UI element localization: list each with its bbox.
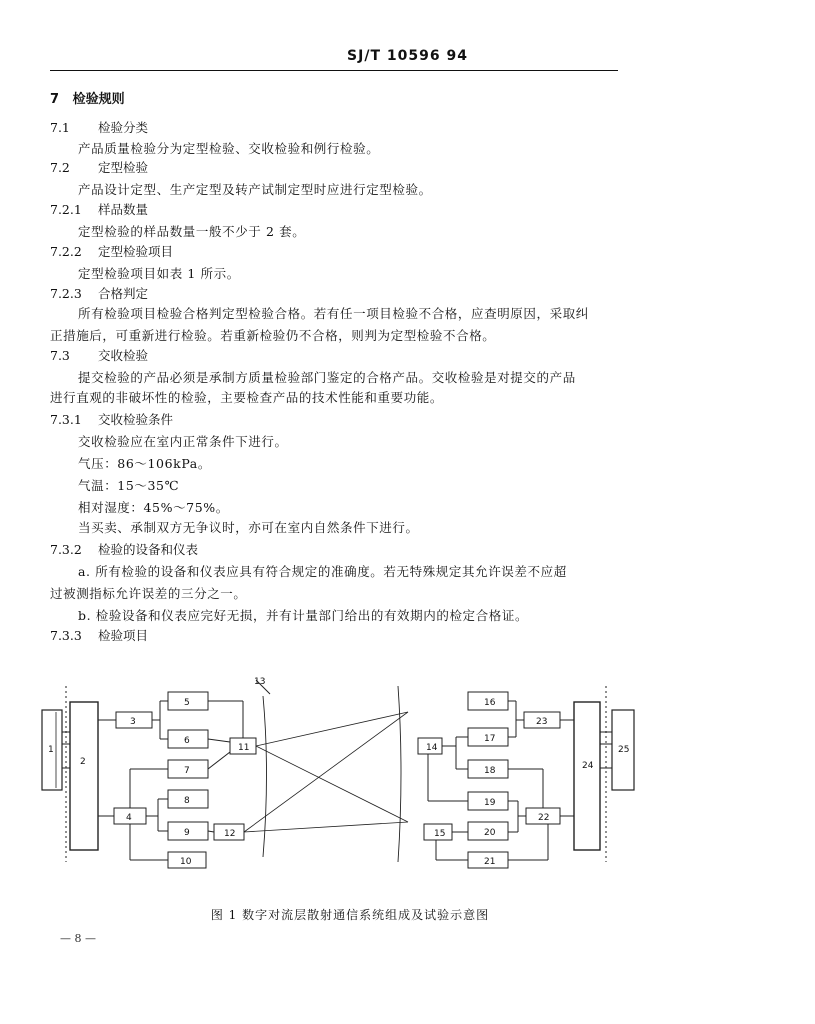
block-label: 25: [618, 745, 630, 755]
subsection-heading: [50, 284, 148, 302]
subsection-heading: [50, 346, 148, 364]
block-label: 10: [180, 857, 192, 867]
paragraph-line: 过被测指标允许误差的三分之一。: [50, 586, 247, 601]
paragraph-line: 气温：15～35℃: [78, 478, 180, 493]
block-label: 16: [484, 698, 496, 708]
subsection-number: 7.2: [50, 160, 70, 175]
subsection-heading: [50, 242, 173, 260]
subsection-number: 7.2.2: [50, 244, 82, 259]
subsection-title: 交收检验: [98, 348, 149, 363]
block-label: 17: [484, 734, 496, 744]
paragraph-line: 气压：86～106kPa。: [78, 456, 211, 471]
subsection-title: 样品数量: [98, 202, 149, 217]
block-label: 8: [184, 796, 190, 806]
block-label: 18: [484, 766, 496, 776]
paragraph-line: 产品设计定型、生产定型及转产试制定型时应进行定型检验。: [78, 182, 432, 197]
block-label: 4: [126, 813, 132, 823]
subsection-title: 检验项目: [98, 628, 149, 643]
block-label: 23: [536, 717, 548, 727]
subsection-heading: [50, 410, 173, 428]
paragraph-line: 所有检验项目检验合格判定型检验合格。若有任一项目检验不合格，应查明原因，采取纠: [78, 306, 589, 321]
subsection-title: 合格判定: [98, 286, 149, 301]
block-label: 3: [130, 717, 136, 727]
page-number: — 8 —: [60, 932, 96, 945]
block-label: 12: [224, 829, 236, 839]
subsection-number: 7.3: [50, 348, 70, 363]
subsection-heading: [50, 200, 148, 218]
subsection-heading: [50, 158, 148, 176]
paragraph-line: 产品质量检验分为定型检验、交收检验和例行检验。: [78, 141, 380, 156]
subsection-number: 7.3.3: [50, 628, 82, 643]
block-label: 20: [484, 828, 496, 838]
subsection-title: 交收检验条件: [98, 412, 174, 427]
block-label: 1: [48, 745, 54, 755]
block-label: 6: [184, 736, 190, 746]
paragraph-line: 当买卖、承制双方无争议时，亦可在室内自然条件下进行。: [78, 520, 419, 535]
subsection-title: 定型检验: [98, 160, 149, 175]
subsection-heading: [50, 118, 148, 136]
paragraph-line: 正措施后，可重新进行检验。若重新检验仍不合格，则判为定型检验不合格。: [50, 328, 496, 343]
paragraph-line: 定型检验项目如表 1 所示。: [78, 266, 240, 281]
subsection-title: 定型检验项目: [98, 244, 174, 259]
block-label: 5: [184, 698, 190, 708]
subsection-number: 7.2.1: [50, 202, 82, 217]
subsection-heading: [50, 540, 198, 558]
block-label: 2: [80, 757, 86, 767]
subsection-number: 7.1: [50, 120, 70, 135]
header-rule: [50, 70, 618, 71]
block-label: 9: [184, 828, 190, 838]
block-label: 11: [238, 743, 250, 753]
standard-code-header: SJ/T 10596 94: [347, 48, 468, 64]
section-title: 检验规则: [72, 92, 125, 107]
system-block-diagram: [38, 672, 658, 872]
subsection-number: 7.2.3: [50, 286, 82, 301]
block-label: 21: [484, 857, 496, 867]
subsection-heading: [50, 626, 148, 644]
subsection-title: 检验的设备和仪表: [98, 542, 199, 557]
figure-caption: 图 1 数字对流层散射通信系统组成及试验示意图: [210, 908, 490, 922]
paragraph-line: 提交检验的产品必须是承制方质量检验部门鉴定的合格产品。交收检验是对提交的产品: [78, 370, 576, 385]
paragraph-line: b. 检验设备和仪表应完好无损，并有计量部门给出的有效期内的检定合格证。: [78, 608, 529, 623]
block-24: [574, 702, 600, 850]
block-label: 22: [538, 813, 550, 823]
block-label: 24: [582, 761, 594, 771]
paragraph-line: 相对湿度：45%～75%。: [78, 500, 229, 515]
block-label: 7: [184, 766, 190, 776]
subsection-number: 7.3.2: [50, 542, 82, 557]
block-label: 19: [484, 798, 496, 808]
subsection-number: 7.3.1: [50, 412, 82, 427]
block-label: 13: [254, 677, 266, 687]
section-number: 7: [50, 92, 60, 107]
block-label: 15: [434, 829, 446, 839]
subsection-title: 检验分类: [98, 120, 149, 135]
paragraph-line: a. 所有检验的设备和仪表应具有符合规定的准确度。若无特殊规定其允许误差不应超: [78, 564, 567, 579]
section-heading: [50, 88, 125, 107]
block-2: [70, 702, 98, 850]
paragraph-line: 交收检验应在室内正常条件下进行。: [78, 434, 288, 449]
block-label: 14: [426, 743, 438, 753]
paragraph-line: 定型检验的样品数量一般不少于 2 套。: [78, 224, 306, 239]
paragraph-line: 进行直观的非破坏性的检验，主要检查产品的技术性能和重要功能。: [50, 390, 444, 405]
